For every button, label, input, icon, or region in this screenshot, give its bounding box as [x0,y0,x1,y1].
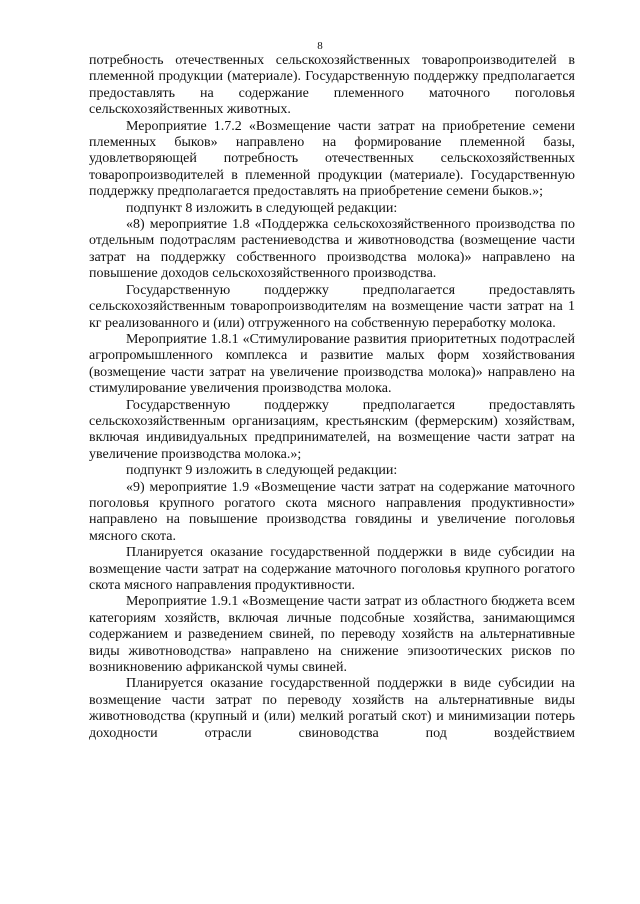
paragraph-support-farms: Государственную поддержку предполагается предоставлять сельскохозяйственным организациям, крестьянским (фермерским) хозяйствам, включая индивидуальных предпринимателей, на возмещение части затрат на увеличение производства молока.»; [89,397,575,462]
document-body [89,53,575,742]
paragraph-support-milk: Государственную поддержку предполагается предоставлять сельскохозяйственным товаропроизводителям на возмещение части затрат на 1 кг реализованного и (или) отгруженного на собственную переработку молока. [89,282,575,331]
page-number: 8 [317,40,323,52]
paragraph-continuation: потребность отечественных сельскохозяйственных товаропроизводителей в племенной продукции (материале). Государственную поддержку предполагается предоставлять на содержание племенного маточного поголовья сельскохозяйственных животных. [89,53,575,118]
paragraph-measure-1-9: «9) мероприятие 1.9 «Возмещение части затрат на содержание маточного поголовья крупного рогатого скота мясного направления продуктивности» направлено на повышение производства говядины и увеличение поголовья мясного скота. [89,479,575,544]
paragraph-measure-1-8-1: Мероприятие 1.8.1 «Стимулирование развития приоритетных подотраслей агропромышленного комплекса и развитие малых форм хозяйствования (возмещение части затрат на увеличение производства молока)» направлено на стимулирование увеличения производства молока. [89,331,575,397]
paragraph-measure-1-8: «8) мероприятие 1.8 «Поддержка сельскохозяйственного производства по отдельным подотраслям растениеводства и животноводства (возмещение части затрат на поддержку собственного производства молока)» направлено на повышение доходов сельскохозяйственного производства. [89,217,575,282]
paragraph-subsidy-transition: Планируется оказание государственной поддержки в виде субсидии на возмещение части затрат по переводу хозяйств на альтернативные виды животноводства (крупный и (или) мелкий рогатый скот) и минимизации потерь доходности отрасли свиноводства под воздействием [89,676,575,741]
paragraph-measure-1-7-2: Мероприятие 1.7.2 «Возмещение части затрат на приобретение семени племенных быков» направлено на формирование племенной базы, удовлетворяющей потребность отечественных сельскохозяйственных товаропроизводителей в племенной продукции (материале). Государственную поддержку предполагается предоставлять на приобретение семени быков.»; [89,118,575,200]
paragraph-subitem-9-heading: подпункт 9 изложить в следующей редакции: [126,463,398,479]
paragraph-subsidy-cattle: Планируется оказание государственной поддержки в виде субсидии на возмещение части затрат на содержание маточного поголовья крупного рогатого скота мясного направления продуктивности. [89,545,575,593]
paragraph-subitem-8-heading: подпункт 8 изложить в следующей редакции: [126,200,398,216]
paragraph-measure-1-9-1: Мероприятие 1.9.1 «Возмещение части затрат из областного бюджета всем категориям хозяйств, включая личные подсобные хозяйства, занимающимся содержанием и разведением свиней, по переводу хозяйств на альтернативные виды животноводства» направлено на снижение эпизоотических рисков по возникновению африканской чумы свиней. [89,594,575,676]
